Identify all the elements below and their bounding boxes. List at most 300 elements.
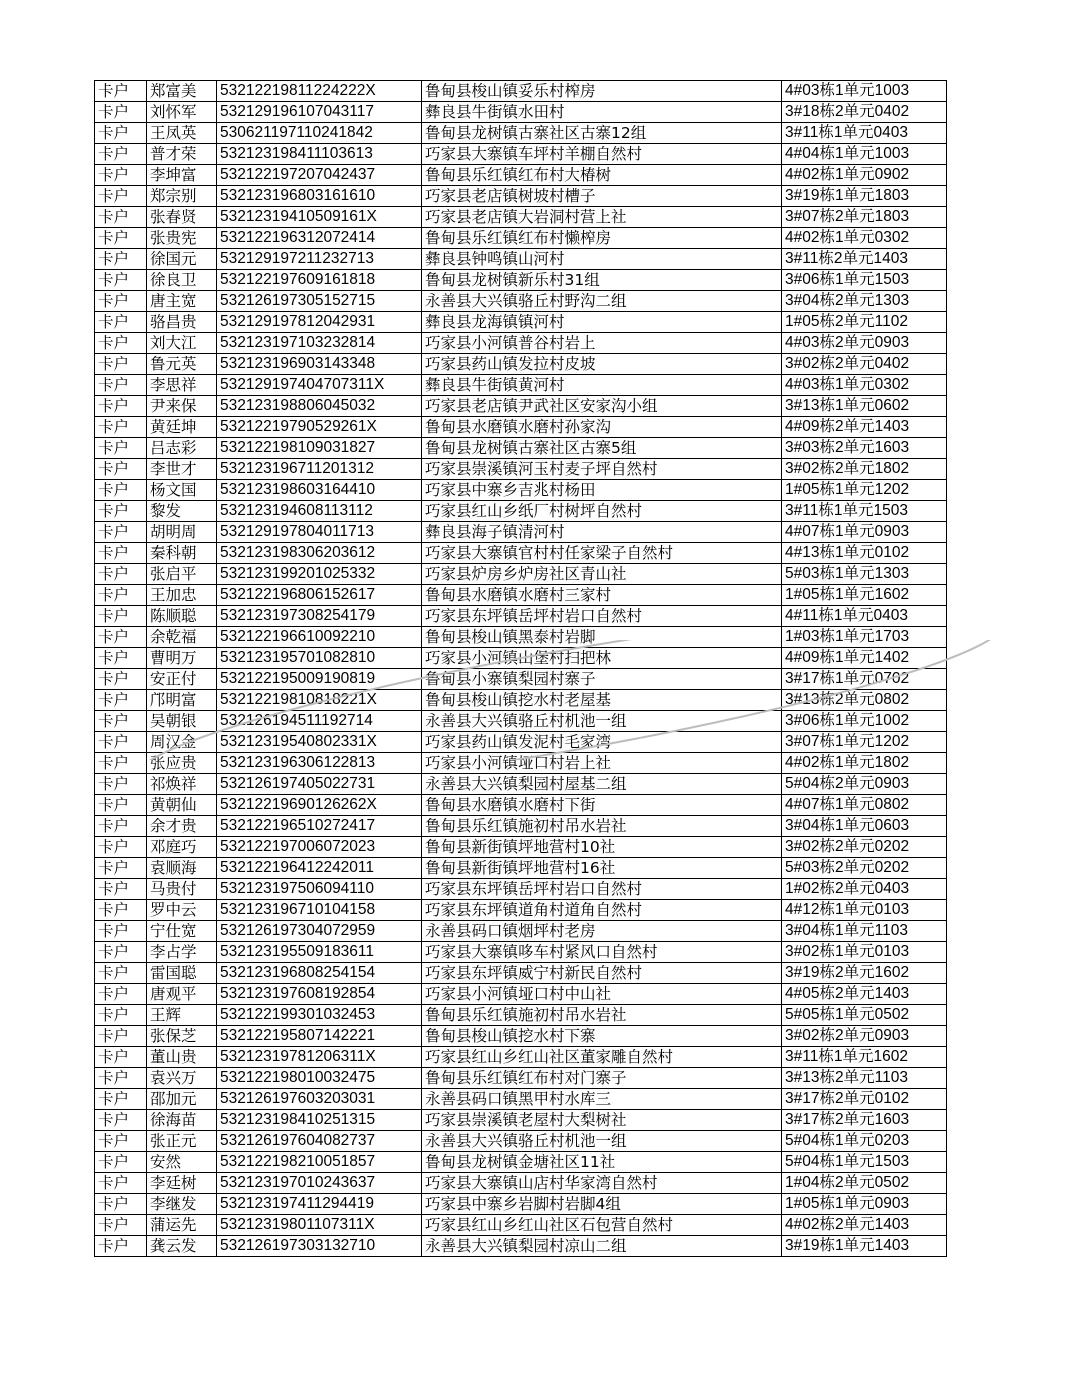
household-type-cell: 卡户 [95, 186, 147, 207]
room-cell: 4#13栋1单元0102 [782, 543, 947, 564]
table-row [95, 291, 947, 312]
household-type-cell: 卡户 [95, 816, 147, 837]
name-cell: 刘怀军 [147, 102, 217, 123]
id-number-cell: 532129196107043117 [217, 102, 422, 123]
id-number-cell: 532122196312072414 [217, 228, 422, 249]
name-cell: 吴朝银 [147, 711, 217, 732]
id-number-cell: 532123194608113112 [217, 501, 422, 522]
room-cell: 4#04栋1单元1003 [782, 144, 947, 165]
name-cell: 吕志彩 [147, 438, 217, 459]
room-cell: 3#11栋1单元0403 [782, 123, 947, 144]
address-cell: 巧家县东坪镇威宁村新民自然村 [422, 963, 782, 984]
id-number-cell: 532122196412242011 [217, 858, 422, 879]
household-type-cell: 卡户 [95, 144, 147, 165]
table-row [95, 312, 947, 333]
address-cell: 巧家县红山乡红山社区董家雕自然村 [422, 1047, 782, 1068]
household-type-cell: 卡户 [95, 837, 147, 858]
household-type-cell: 卡户 [95, 753, 147, 774]
household-type-cell: 卡户 [95, 354, 147, 375]
household-type-cell: 卡户 [95, 102, 147, 123]
table-row [95, 963, 947, 984]
household-type-cell: 卡户 [95, 795, 147, 816]
id-number-cell: 532123197608192854 [217, 984, 422, 1005]
id-number-cell: 532122198109031827 [217, 438, 422, 459]
room-cell: 5#04栋1单元0203 [782, 1131, 947, 1152]
room-cell: 4#07栋1单元0802 [782, 795, 947, 816]
id-number-cell: 532123198603164410 [217, 480, 422, 501]
address-cell: 巧家县炉房乡炉房社区青山社 [422, 564, 782, 585]
table-row [95, 396, 947, 417]
table-row [95, 249, 947, 270]
id-number-cell: 532123197506094110 [217, 879, 422, 900]
household-type-cell: 卡户 [95, 438, 147, 459]
address-cell: 巧家县老店镇树坡村槽子 [422, 186, 782, 207]
address-cell: 巧家县小河镇山堡村扫把林 [422, 648, 782, 669]
address-cell: 巧家县东坪镇岳坪村岩口自然村 [422, 879, 782, 900]
id-number-cell: 532123198806045032 [217, 396, 422, 417]
id-number-cell: 532122195009190819 [217, 669, 422, 690]
table-row [95, 1194, 947, 1215]
name-cell: 李占学 [147, 942, 217, 963]
name-cell: 龚云发 [147, 1236, 217, 1257]
household-type-cell: 卡户 [95, 1236, 147, 1257]
household-type-cell: 卡户 [95, 942, 147, 963]
id-number-cell: 53212319781206311X [217, 1047, 422, 1068]
address-cell: 巧家县老店镇大岩洞村营上社 [422, 207, 782, 228]
name-cell: 马贵付 [147, 879, 217, 900]
household-type-cell: 卡户 [95, 543, 147, 564]
address-cell: 巧家县东坪镇道角村道角自然村 [422, 900, 782, 921]
household-type-cell: 卡户 [95, 270, 147, 291]
table-row [95, 564, 947, 585]
household-type-cell: 卡户 [95, 1110, 147, 1131]
name-cell: 罗中云 [147, 900, 217, 921]
household-type-cell: 卡户 [95, 228, 147, 249]
address-cell: 鲁甸县龙树镇古寨社区古寨5组 [422, 438, 782, 459]
room-cell: 5#04栋2单元0903 [782, 774, 947, 795]
household-type-cell: 卡户 [95, 291, 147, 312]
address-cell: 永善县大兴镇梨园村凉山二组 [422, 1236, 782, 1257]
id-number-cell: 532123196808254154 [217, 963, 422, 984]
name-cell: 尹来保 [147, 396, 217, 417]
room-cell: 3#02栋2单元0903 [782, 1026, 947, 1047]
room-cell: 3#11栋1单元1602 [782, 1047, 947, 1068]
name-cell: 张春贤 [147, 207, 217, 228]
name-cell: 鲁元英 [147, 354, 217, 375]
room-cell: 3#06栋1单元1503 [782, 270, 947, 291]
room-cell: 3#13栋1单元0602 [782, 396, 947, 417]
table-row [95, 1026, 947, 1047]
household-type-cell: 卡户 [95, 921, 147, 942]
room-cell: 4#02栋2单元1403 [782, 1215, 947, 1236]
table-row [95, 711, 947, 732]
name-cell: 安然 [147, 1152, 217, 1173]
address-cell: 鲁甸县乐红镇红布村对门寨子 [422, 1068, 782, 1089]
table-row [95, 354, 947, 375]
table-row [95, 879, 947, 900]
room-cell: 1#05栋2单元1102 [782, 312, 947, 333]
id-number-cell: 532123196306122813 [217, 753, 422, 774]
table-row [95, 1089, 947, 1110]
household-type-cell: 卡户 [95, 312, 147, 333]
address-cell: 鲁甸县龙树镇新乐村31组 [422, 270, 782, 291]
name-cell: 王辉 [147, 1005, 217, 1026]
table-row [95, 375, 947, 396]
id-number-cell: 530621197110241842 [217, 123, 422, 144]
table-row [95, 648, 947, 669]
table-row [95, 123, 947, 144]
id-number-cell: 532123196711201312 [217, 459, 422, 480]
room-cell: 3#03栋2单元1603 [782, 438, 947, 459]
room-cell: 3#07栋1单元1202 [782, 732, 947, 753]
name-cell: 郑宗别 [147, 186, 217, 207]
room-cell: 3#11栋1单元1503 [782, 501, 947, 522]
id-number-cell: 532123197308254179 [217, 606, 422, 627]
household-type-cell: 卡户 [95, 249, 147, 270]
table-row [95, 837, 947, 858]
household-type-cell: 卡户 [95, 1131, 147, 1152]
room-cell: 3#04栋1单元0603 [782, 816, 947, 837]
room-cell: 4#05栋2单元1403 [782, 984, 947, 1005]
table-row [95, 81, 947, 102]
name-cell: 刘大江 [147, 333, 217, 354]
id-number-cell: 532129197804011713 [217, 522, 422, 543]
name-cell: 李世才 [147, 459, 217, 480]
address-cell: 鲁甸县梭山镇挖水村老屋基 [422, 690, 782, 711]
table-row [95, 144, 947, 165]
table-row [95, 480, 947, 501]
name-cell: 张保芝 [147, 1026, 217, 1047]
address-cell: 永善县大兴镇骆丘村野沟二组 [422, 291, 782, 312]
household-type-cell: 卡户 [95, 774, 147, 795]
id-number-cell: 532129197812042931 [217, 312, 422, 333]
room-cell: 3#13栋2单元1103 [782, 1068, 947, 1089]
household-type-cell: 卡户 [95, 1215, 147, 1236]
household-type-cell: 卡户 [95, 711, 147, 732]
address-cell: 巧家县药山镇发泥村毛家湾 [422, 732, 782, 753]
household-type-cell: 卡户 [95, 648, 147, 669]
id-number-cell: 532123197010243637 [217, 1173, 422, 1194]
name-cell: 雷国聪 [147, 963, 217, 984]
household-type-cell: 卡户 [95, 123, 147, 144]
table-row [95, 1236, 947, 1257]
id-number-cell: 532122195807142221 [217, 1026, 422, 1047]
id-number-cell: 532123196803161610 [217, 186, 422, 207]
address-cell: 鲁甸县新街镇坪地营村10社 [422, 837, 782, 858]
name-cell: 张启平 [147, 564, 217, 585]
address-cell: 鲁甸县梭山镇妥乐村榨房 [422, 81, 782, 102]
id-number-cell: 532123196903143348 [217, 354, 422, 375]
table-row [95, 795, 947, 816]
name-cell: 张应贵 [147, 753, 217, 774]
room-cell: 1#03栋1单元1703 [782, 627, 947, 648]
room-cell: 3#02栋2单元0402 [782, 354, 947, 375]
household-table-container [94, 80, 947, 1257]
room-cell: 3#19栋2单元1602 [782, 963, 947, 984]
name-cell: 安正付 [147, 669, 217, 690]
table-row [95, 921, 947, 942]
id-number-cell: 532122196806152617 [217, 585, 422, 606]
table-row [95, 270, 947, 291]
name-cell: 祁焕祥 [147, 774, 217, 795]
name-cell: 唐主宽 [147, 291, 217, 312]
id-number-cell: 532123199201025332 [217, 564, 422, 585]
id-number-cell: 53212219811224222X [217, 81, 422, 102]
address-cell: 永善县码口镇烟坪村老房 [422, 921, 782, 942]
table-row [95, 732, 947, 753]
id-number-cell: 532122198010032475 [217, 1068, 422, 1089]
id-number-cell: 532126197303132710 [217, 1236, 422, 1257]
table-row [95, 1068, 947, 1089]
address-cell: 彝良县海子镇清河村 [422, 522, 782, 543]
id-number-cell: 532122197609161818 [217, 270, 422, 291]
room-cell: 3#17栋1单元0702 [782, 669, 947, 690]
household-type-cell: 卡户 [95, 1047, 147, 1068]
room-cell: 4#02栋1单元1802 [782, 753, 947, 774]
household-type-cell: 卡户 [95, 1005, 147, 1026]
address-cell: 巧家县小河镇垭口村岩上社 [422, 753, 782, 774]
name-cell: 普才荣 [147, 144, 217, 165]
table-row [95, 459, 947, 480]
table-row [95, 984, 947, 1005]
name-cell: 李坤富 [147, 165, 217, 186]
room-cell: 3#18栋2单元0402 [782, 102, 947, 123]
name-cell: 周汉金 [147, 732, 217, 753]
id-number-cell: 532122196510272417 [217, 816, 422, 837]
household-type-cell: 卡户 [95, 963, 147, 984]
room-cell: 3#13栋2单元0802 [782, 690, 947, 711]
household-type-cell: 卡户 [95, 1152, 147, 1173]
table-row [95, 333, 947, 354]
household-type-cell: 卡户 [95, 984, 147, 1005]
table-row [95, 102, 947, 123]
id-number-cell: 532129197211232713 [217, 249, 422, 270]
table-row [95, 522, 947, 543]
name-cell: 王凤英 [147, 123, 217, 144]
name-cell: 袁顺海 [147, 858, 217, 879]
table-row [95, 753, 947, 774]
household-type-cell: 卡户 [95, 858, 147, 879]
id-number-cell: 532123197411294419 [217, 1194, 422, 1215]
household-table-body [95, 81, 947, 1257]
table-row [95, 417, 947, 438]
address-cell: 鲁甸县小寨镇梨园村寨子 [422, 669, 782, 690]
address-cell: 鲁甸县水磨镇水磨村下街 [422, 795, 782, 816]
address-cell: 巧家县小河镇垭口村中山社 [422, 984, 782, 1005]
household-type-cell: 卡户 [95, 480, 147, 501]
id-number-cell: 532122198210051857 [217, 1152, 422, 1173]
name-cell: 张正元 [147, 1131, 217, 1152]
name-cell: 徐国元 [147, 249, 217, 270]
id-number-cell: 532126197603203031 [217, 1089, 422, 1110]
household-type-cell: 卡户 [95, 375, 147, 396]
address-cell: 永善县码口镇黑甲村水库三 [422, 1089, 782, 1110]
table-row [95, 165, 947, 186]
room-cell: 1#05栋1单元0903 [782, 1194, 947, 1215]
address-cell: 鲁甸县乐红镇施初村吊水岩社 [422, 816, 782, 837]
table-row [95, 543, 947, 564]
table-row [95, 858, 947, 879]
name-cell: 黄廷坤 [147, 417, 217, 438]
name-cell: 秦科朝 [147, 543, 217, 564]
household-type-cell: 卡户 [95, 900, 147, 921]
name-cell: 邵加元 [147, 1089, 217, 1110]
table-row [95, 1173, 947, 1194]
name-cell: 李继发 [147, 1194, 217, 1215]
id-number-cell: 532123195509183611 [217, 942, 422, 963]
id-number-cell: 53212319801107311X [217, 1215, 422, 1236]
address-cell: 彝良县牛街镇黄河村 [422, 375, 782, 396]
name-cell: 余才贵 [147, 816, 217, 837]
household-type-cell: 卡户 [95, 690, 147, 711]
address-cell: 巧家县红山乡红山社区石包营自然村 [422, 1215, 782, 1236]
name-cell: 陈顺聪 [147, 606, 217, 627]
room-cell: 4#07栋1单元0903 [782, 522, 947, 543]
id-number-cell: 53212319410509161X [217, 207, 422, 228]
id-number-cell: 532122199301032453 [217, 1005, 422, 1026]
id-number-cell: 53212219790529261X [217, 417, 422, 438]
room-cell: 1#05栋1单元1202 [782, 480, 947, 501]
name-cell: 杨文国 [147, 480, 217, 501]
id-number-cell: 532126197604082737 [217, 1131, 422, 1152]
table-row [95, 228, 947, 249]
room-cell: 1#04栋2单元0502 [782, 1173, 947, 1194]
household-type-cell: 卡户 [95, 207, 147, 228]
table-row [95, 627, 947, 648]
address-cell: 鲁甸县乐红镇施初村吊水岩社 [422, 1005, 782, 1026]
table-row [95, 1215, 947, 1236]
name-cell: 李廷树 [147, 1173, 217, 1194]
table-row [95, 207, 947, 228]
address-cell: 鲁甸县龙树镇古寨社区古寨12组 [422, 123, 782, 144]
address-cell: 巧家县崇溪镇老屋村大梨树社 [422, 1110, 782, 1131]
household-type-cell: 卡户 [95, 1089, 147, 1110]
id-number-cell: 532122197006072023 [217, 837, 422, 858]
address-cell: 永善县大兴镇梨园村屋基二组 [422, 774, 782, 795]
id-number-cell: 532122196610092210 [217, 627, 422, 648]
household-type-cell: 卡户 [95, 732, 147, 753]
table-row [95, 1152, 947, 1173]
name-cell: 徐良卫 [147, 270, 217, 291]
id-number-cell: 532126194511192714 [217, 711, 422, 732]
room-cell: 3#11栋2单元1403 [782, 249, 947, 270]
household-type-cell: 卡户 [95, 627, 147, 648]
household-type-cell: 卡户 [95, 417, 147, 438]
room-cell: 4#09栋2单元1403 [782, 417, 947, 438]
room-cell: 4#12栋1单元0103 [782, 900, 947, 921]
address-cell: 鲁甸县水磨镇水磨村孙家沟 [422, 417, 782, 438]
name-cell: 黄朝仙 [147, 795, 217, 816]
table-row [95, 1131, 947, 1152]
id-number-cell: 532123196710104158 [217, 900, 422, 921]
address-cell: 鲁甸县乐红镇红布村懒榨房 [422, 228, 782, 249]
table-row [95, 1005, 947, 1026]
table-row [95, 669, 947, 690]
id-number-cell: 532123195701082810 [217, 648, 422, 669]
room-cell: 3#19栋1单元1803 [782, 186, 947, 207]
room-cell: 1#02栋2单元0403 [782, 879, 947, 900]
room-cell: 1#05栋1单元1602 [782, 585, 947, 606]
id-number-cell: 532123198306203612 [217, 543, 422, 564]
address-cell: 鲁甸县水磨镇水磨村三家村 [422, 585, 782, 606]
household-type-cell: 卡户 [95, 333, 147, 354]
id-number-cell: 532122197207042437 [217, 165, 422, 186]
name-cell: 余乾福 [147, 627, 217, 648]
address-cell: 巧家县中寨乡吉兆村杨田 [422, 480, 782, 501]
room-cell: 3#04栋2单元1303 [782, 291, 947, 312]
id-number-cell: 53212219810818221X [217, 690, 422, 711]
name-cell: 张贵宪 [147, 228, 217, 249]
room-cell: 4#03栋1单元0302 [782, 375, 947, 396]
address-cell: 永善县大兴镇骆丘村机池一组 [422, 1131, 782, 1152]
room-cell: 3#02栋2单元1802 [782, 459, 947, 480]
address-cell: 鲁甸县梭山镇挖水村下寨 [422, 1026, 782, 1047]
table-row [95, 942, 947, 963]
address-cell: 巧家县小河镇普谷村岩上 [422, 333, 782, 354]
address-cell: 彝良县龙海镇镇河村 [422, 312, 782, 333]
household-type-cell: 卡户 [95, 522, 147, 543]
room-cell: 4#11栋1单元0403 [782, 606, 947, 627]
table-row [95, 816, 947, 837]
room-cell: 3#02栋2单元0202 [782, 837, 947, 858]
room-cell: 4#03栋1单元1003 [782, 81, 947, 102]
household-type-cell: 卡户 [95, 396, 147, 417]
name-cell: 邝明富 [147, 690, 217, 711]
name-cell: 胡明周 [147, 522, 217, 543]
room-cell: 4#09栋1单元1402 [782, 648, 947, 669]
id-number-cell: 532123198410251315 [217, 1110, 422, 1131]
address-cell: 巧家县大寨镇官村村任家梁子自然村 [422, 543, 782, 564]
table-row [95, 1047, 947, 1068]
address-cell: 巧家县中寨乡岩脚村岩脚4组 [422, 1194, 782, 1215]
room-cell: 3#02栋1单元0103 [782, 942, 947, 963]
household-type-cell: 卡户 [95, 501, 147, 522]
room-cell: 5#03栋1单元1303 [782, 564, 947, 585]
room-cell: 5#04栋1单元1503 [782, 1152, 947, 1173]
room-cell: 3#17栋2单元1603 [782, 1110, 947, 1131]
name-cell: 宁仕宽 [147, 921, 217, 942]
name-cell: 黎发 [147, 501, 217, 522]
household-type-cell: 卡户 [95, 669, 147, 690]
address-cell: 鲁甸县乐红镇红布村大椿树 [422, 165, 782, 186]
address-cell: 巧家县红山乡纸厂村树坪自然村 [422, 501, 782, 522]
name-cell: 王加忠 [147, 585, 217, 606]
address-cell: 彝良县钟鸣镇山河村 [422, 249, 782, 270]
room-cell: 4#02栋1单元0902 [782, 165, 947, 186]
name-cell: 骆昌贵 [147, 312, 217, 333]
table-row [95, 585, 947, 606]
table-row [95, 606, 947, 627]
name-cell: 董山贵 [147, 1047, 217, 1068]
name-cell: 李思祥 [147, 375, 217, 396]
household-type-cell: 卡户 [95, 459, 147, 480]
id-number-cell: 532123197103232814 [217, 333, 422, 354]
address-cell: 彝良县牛街镇水田村 [422, 102, 782, 123]
address-cell: 巧家县大寨镇山店村华家湾自然村 [422, 1173, 782, 1194]
address-cell: 巧家县药山镇发拉村皮坡 [422, 354, 782, 375]
id-number-cell: 532123198411103613 [217, 144, 422, 165]
room-cell: 3#17栋2单元0102 [782, 1089, 947, 1110]
name-cell: 袁兴万 [147, 1068, 217, 1089]
id-number-cell: 53212319540802331X [217, 732, 422, 753]
household-type-cell: 卡户 [95, 165, 147, 186]
household-table [94, 80, 947, 1257]
name-cell: 唐观平 [147, 984, 217, 1005]
address-cell: 巧家县崇溪镇河玉村麦子坪自然村 [422, 459, 782, 480]
id-number-cell: 53212219690126262X [217, 795, 422, 816]
room-cell: 4#03栋2单元0903 [782, 333, 947, 354]
household-type-cell: 卡户 [95, 81, 147, 102]
